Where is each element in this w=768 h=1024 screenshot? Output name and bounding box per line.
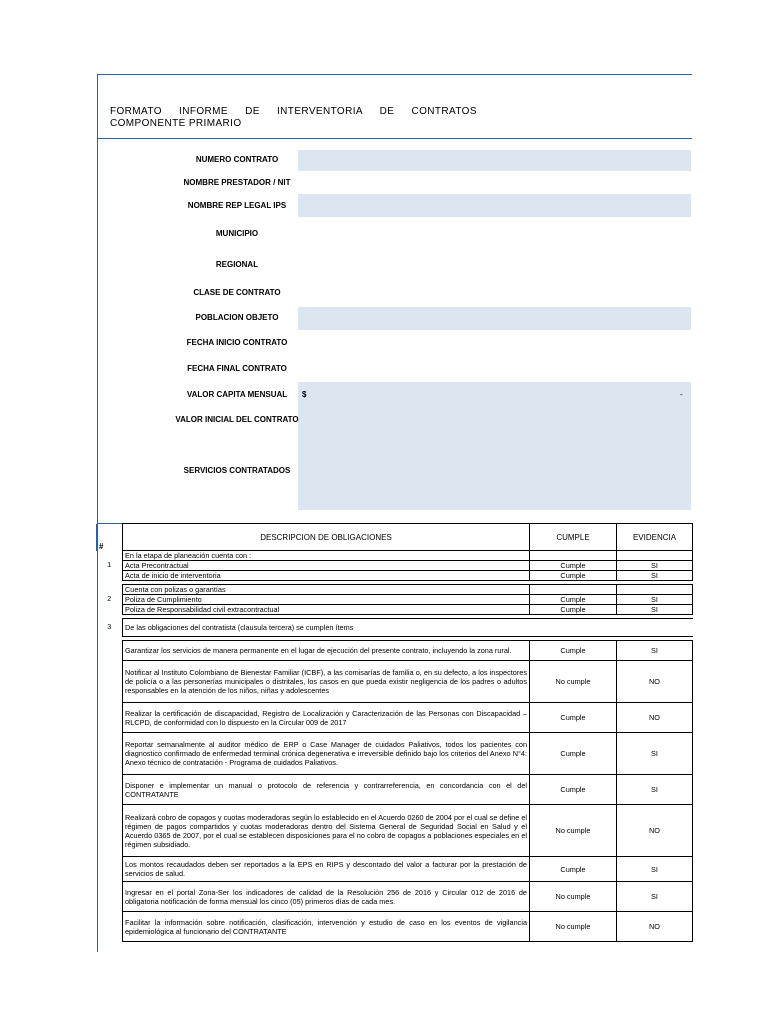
cumple-cell[interactable]: Cumple	[530, 703, 617, 733]
evidencia-cell[interactable]: NO	[617, 703, 693, 733]
table-row	[97, 912, 693, 942]
valor-capita-amount[interactable]: -	[680, 390, 683, 399]
title-rule	[97, 138, 692, 139]
empty-num	[97, 775, 123, 805]
cumple-cell[interactable]: No cumple	[530, 661, 617, 703]
obligation-desc: Poliza de Cumplimiento	[123, 595, 530, 605]
group-number: 1	[97, 551, 123, 581]
cumple-cell[interactable]: No cumple	[530, 912, 617, 942]
group-intro: En la etapa de planeación cuenta con :	[123, 551, 530, 561]
label-clase-contrato: CLASE DE CONTRATO	[193, 288, 281, 297]
field-servicios-contratados[interactable]	[298, 440, 691, 508]
empty-num	[97, 912, 123, 942]
obligation-desc: Poliza de Responsabilidad civil extracontractual	[123, 605, 530, 615]
table-row	[97, 585, 693, 595]
empty-num	[97, 703, 123, 733]
label-municipio: MUNICIPIO	[215, 229, 259, 238]
table-row	[97, 661, 693, 703]
cumple-cell[interactable]: Cumple	[530, 733, 617, 775]
evidencia-cell[interactable]: NO	[617, 661, 693, 703]
evidencia-cell[interactable]: SI	[617, 641, 693, 661]
empty-num	[97, 882, 123, 912]
cumple-cell[interactable]: Cumple	[530, 605, 617, 615]
label-nombre-prestador: NOMBRE PRESTADOR / NIT	[183, 178, 291, 187]
evidencia-cell[interactable]: NO	[617, 912, 693, 942]
label-valor-capita: VALOR CAPITA MENSUAL	[186, 390, 288, 399]
empty-num	[97, 641, 123, 661]
obligation-desc: Garantizar los servicios de manera permanente en el lugar de ejecución del presente contrato, incluyendo la zona rural.	[123, 641, 530, 661]
cumple-cell[interactable]: Cumple	[530, 561, 617, 571]
header-descripcion: DESCRIPCION DE OBLIGACIONES	[123, 524, 530, 551]
empty-cell	[530, 551, 617, 561]
obligation-desc: Los montos recaudados deben ser reportados a la EPS en RIPS y descontado del valor a facturar por la prestación de servicios de salud.	[123, 857, 530, 882]
field-municipio[interactable]	[298, 222, 691, 244]
table-row	[97, 595, 693, 605]
evidencia-cell[interactable]: SI	[617, 595, 693, 605]
empty-num	[97, 733, 123, 775]
table-row	[97, 571, 693, 581]
label-nombre-rep-legal: NOMBRE REP LEGAL IPS	[187, 201, 287, 210]
label-regional: REGIONAL	[215, 260, 259, 269]
label-servicios-contratados: SERVICIOS CONTRATADOS	[183, 466, 291, 475]
cumple-cell[interactable]: No cumple	[530, 805, 617, 857]
group-number: 3	[97, 619, 123, 637]
table-row	[97, 641, 693, 661]
field-valor-inicial[interactable]	[298, 410, 691, 430]
cumple-cell[interactable]: Cumple	[530, 775, 617, 805]
table-header-row	[97, 524, 693, 551]
document-title	[110, 106, 477, 130]
obligation-desc: Disponer e implementar un manual o protocolo de referencia y contrarreferencia, en concordancia con el del CONTRATANTE	[123, 775, 530, 805]
header-num: #	[97, 524, 123, 551]
field-regional[interactable]	[298, 252, 691, 274]
label-numero-contrato: NUMERO CONTRATO	[195, 155, 279, 164]
table-row	[97, 551, 693, 561]
obligations-table	[96, 523, 693, 942]
obligation-desc: Ingresar en el portal Zona-Ser los indicadores de calidad de la Resolución 256 de 2016 y Circular 012 de 2016 de obligatoria notificación de forma mensual los cinco (05) primeros días de cada mes.	[123, 882, 530, 912]
field-fecha-final[interactable]	[298, 358, 691, 378]
empty-cell	[617, 585, 693, 595]
header-evidencia: EVIDENCIA	[617, 524, 693, 551]
obligation-desc: Facilitar la información sobre notificación, clasificación, intervención y estudio de caso en los eventos de vigilancia epidemiológica al funcionario del CONTRATANTE	[123, 912, 530, 942]
table-row	[97, 882, 693, 912]
empty-num	[97, 805, 123, 857]
header-cumple: CUMPLE	[530, 524, 617, 551]
label-valor-inicial: VALOR INICIAL DEL CONTRATO	[175, 415, 299, 424]
obligation-desc: Realizar la certificación de discapacidad, Registro de Localización y Caracterización de las Personas con Discapacidad – RLCPD, de conformidad con lo dispuesto en la Circular 009 de 2017	[123, 703, 530, 733]
field-clase-contrato[interactable]	[298, 282, 691, 302]
title-line-1: FORMATO INFORME DE INTERVENTORIA DE CONTRATOS	[110, 106, 477, 117]
group-intro: Cuenta con polizas o garantías	[123, 585, 530, 595]
field-nombre-prestador[interactable]	[298, 173, 691, 193]
label-fecha-final: FECHA FINAL CONTRATO	[187, 364, 287, 373]
field-numero-contrato[interactable]	[298, 150, 691, 171]
obligation-desc: Acta de inicio de interventoria	[123, 571, 530, 581]
field-nombre-rep-legal[interactable]	[298, 194, 691, 217]
label-poblacion-objeto: POBLACION OBJETO	[195, 313, 279, 322]
evidencia-cell[interactable]: SI	[617, 561, 693, 571]
empty-num	[97, 857, 123, 882]
obligation-desc: Reportar semanalmente al auditor médico de ERP o Case Manager de cuidados Paliativos, todos los pacientes con diagnostico confirmado de enfermedad terminal crónica degenerativa e irreversible definido bajo los criterios del Anexo N°4: Anexo técnico de contratación - Programa de cuidados Paliativos.	[123, 733, 530, 775]
cumple-cell[interactable]: Cumple	[530, 571, 617, 581]
table-row	[97, 619, 693, 637]
evidencia-cell[interactable]: NO	[617, 805, 693, 857]
obligation-desc: Notificar al Instituto Colombiano de Bienestar Familiar (ICBF), a las comisarías de familia o, en su defecto, a los inspectores de policía o a las personerías municipales o distritales, los casos en que pueda existir negligencia de los padres o adultos responsables en la atención de los niños, niñas y adolescentes	[123, 661, 530, 703]
empty-cell	[530, 585, 617, 595]
cumple-cell[interactable]: No cumple	[530, 882, 617, 912]
table-row	[97, 605, 693, 615]
valor-capita-currency: $	[302, 390, 307, 399]
field-poblacion-objeto[interactable]	[298, 307, 691, 330]
empty-num	[97, 661, 123, 703]
group-number: 2	[97, 585, 123, 615]
cumple-cell[interactable]: Cumple	[530, 595, 617, 605]
table-row	[97, 857, 693, 882]
evidencia-cell[interactable]: SI	[617, 857, 693, 882]
table-row	[97, 703, 693, 733]
table-row	[97, 733, 693, 775]
cumple-cell[interactable]: Cumple	[530, 857, 617, 882]
group-intro: De las obligaciones del contratista (clausula tercera) se cumplen ítems	[123, 619, 693, 637]
evidencia-cell[interactable]: SI	[617, 733, 693, 775]
field-fecha-inicio[interactable]	[298, 333, 691, 353]
evidencia-cell[interactable]: SI	[617, 775, 693, 805]
label-fecha-inicio: FECHA INICIO CONTRATO	[186, 338, 288, 347]
evidencia-cell[interactable]: SI	[617, 571, 693, 581]
top-rule	[97, 74, 692, 75]
obligation-desc: Acta Precontractual	[123, 561, 530, 571]
table-row	[97, 775, 693, 805]
evidencia-cell[interactable]: SI	[617, 605, 693, 615]
title-line-2: COMPONENTE PRIMARIO	[110, 118, 242, 129]
cumple-cell[interactable]: Cumple	[530, 641, 617, 661]
table-row	[97, 805, 693, 857]
table-row	[97, 561, 693, 571]
empty-cell	[617, 551, 693, 561]
obligation-desc: Realizará cobro de copagos y cuotas moderadoras según lo establecido en el Acuerdo 0260 de 2004 por el cual se define el régimen de pagos compartidos y cuotas moderadoras dentro del Sistema General de Seguridad Social en Salud y el Acuerdo 0365 de 2007, por el cual se establecen disposiciones para el no cobro de copagos a poblaciones especiales en el régimen subsidiado.	[123, 805, 530, 857]
evidencia-cell[interactable]: SI	[617, 882, 693, 912]
